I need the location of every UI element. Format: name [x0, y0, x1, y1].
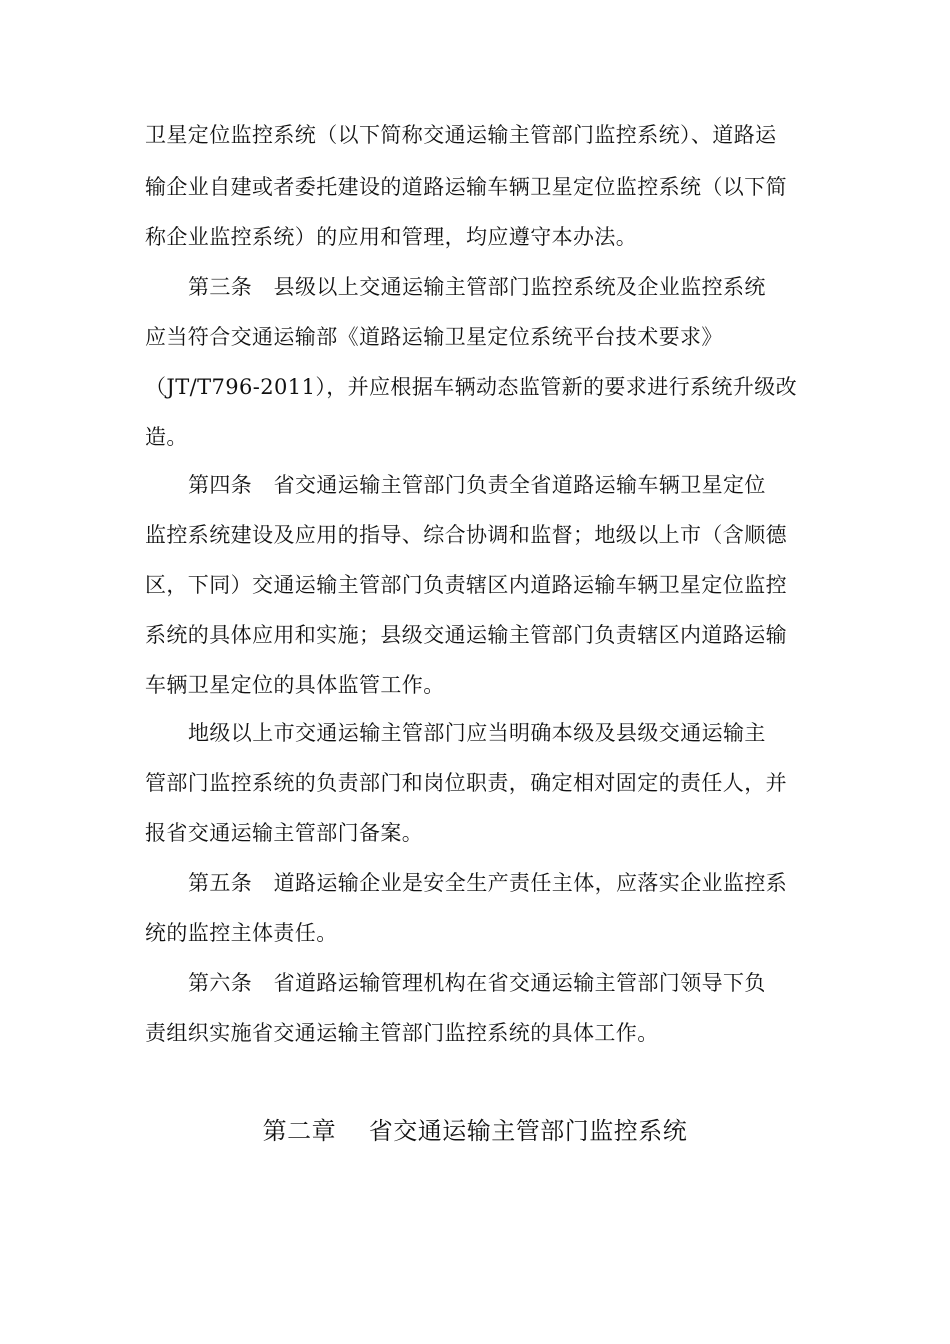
article-5-line-1: 第五条 道路运输企业是安全生产责任主体，应落实企业监控系 [188, 871, 788, 895]
municipal-paragraph-line-1: 地级以上市交通运输主管部门应当明确本级及县级交通运输主 [188, 721, 766, 745]
article-3-line-4: 造。 [145, 425, 188, 449]
paragraph-1-line-1: 卫星定位监控系统（以下简称交通运输主管部门监控系统）、道路运 [145, 123, 777, 147]
article-4-line-2: 监控系统建设及应用的指导、综合协调和监督；地级以上市（含顺德 [145, 523, 787, 547]
article-4-line-5: 车辆卫星定位的具体监管工作。 [145, 673, 445, 697]
article-6-line-2: 责组织实施省交通运输主管部门监控系统的具体工作。 [145, 1021, 659, 1045]
article-6-line-1: 第六条 省道路运输管理机构在省交通运输主管部门领导下负 [188, 971, 766, 995]
article-5-line-2: 统的监控主体责任。 [145, 921, 338, 945]
paragraph-1-line-3: 称企业监控系统）的应用和管理，均应遵守本办法。 [145, 225, 638, 249]
municipal-paragraph-line-2: 管部门监控系统的负责部门和岗位职责，确定相对固定的责任人，并 [145, 771, 787, 795]
paragraph-1-line-2: 输企业自建或者委托建设的道路运输车辆卫星定位监控系统（以下简 [145, 175, 787, 199]
article-3-line-1: 第三条 县级以上交通运输主管部门监控系统及企业监控系统 [188, 275, 766, 299]
article-4-line-1: 第四条 省交通运输主管部门负责全省道路运输车辆卫星定位 [188, 473, 766, 497]
article-4-line-4: 系统的具体应用和实施；县级交通运输主管部门负责辖区内道路运输 [145, 623, 787, 647]
municipal-paragraph-line-3: 报省交通运输主管部门备案。 [145, 821, 424, 845]
article-3-line-2: 应当符合交通运输部《道路运输卫星定位系统平台技术要求》 [145, 325, 723, 349]
article-3-line-3: （JT/T796-2011），并应根据车辆动态监管新的要求进行系统升级改 [145, 375, 798, 399]
chapter-heading: 第二章 省交通运输主管部门监控系统 [262, 1117, 688, 1145]
article-4-line-3: 区，下同）交通运输主管部门负责辖区内道路运输车辆卫星定位监控 [145, 573, 787, 597]
